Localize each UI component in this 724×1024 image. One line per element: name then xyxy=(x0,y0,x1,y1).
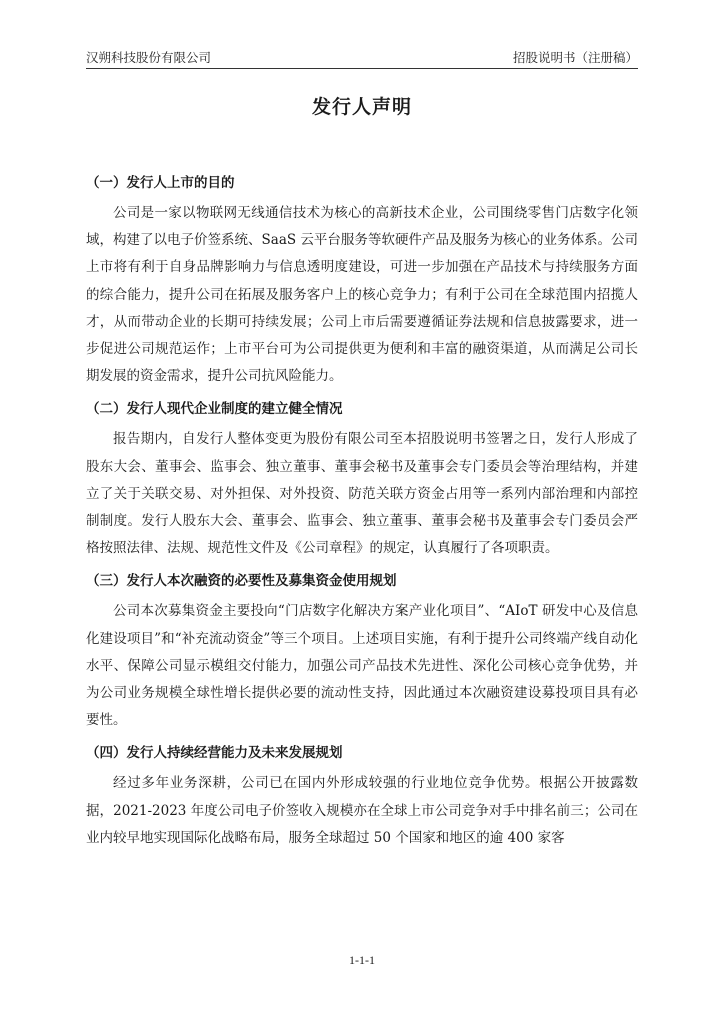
section-paragraph: 经过多年业务深耕，公司已在国内外形成较强的行业地位竞争优势。根据公开披露数据，2021-2023 年度公司电子价签收入规模亦在全球上市公司竞争对手中排名前三；公司在业内较早地实现国际化战略布局，服务全球超过 50 个国家和地区的逾 400 家客 xyxy=(86,775,638,846)
page-title: 发行人声明 xyxy=(311,96,412,118)
header-divider xyxy=(86,68,638,69)
section-heading: （二）发行人现代企业制度的建立健全情况 xyxy=(86,401,343,418)
section-financing-necessity xyxy=(86,568,638,734)
section-corporate-governance xyxy=(86,396,638,562)
section-paragraph: 公司本次募集资金主要投向“门店数字化解决方案产业化项目”、“AIoT 研发中心及信息化建设项目”和“补充流动资金”等三个项目。上述项目实施，有利于提升公司终端产线自动化水平、保障公司显示模组交付能力，加强公司产品技术先进性、深化公司核心竞争优势，并为公司业务规模全球性增长提供必要的流动性支持，因此通过本次融资建设募投项目具有必要性。 xyxy=(86,603,638,729)
document-body xyxy=(86,170,638,858)
section-paragraph: 报告期内，自发行人整体变更为股份有限公司至本招股说明书签署之日，发行人形成了股东大会、董事会、监事会、独立董事、董事会秘书及董事会专门委员会等治理结构，并建立了关于关联交易、对外担保、对外投资、防范关联方资金占用等一系列内部治理和内部控制制度。发行人股东大会、董事会、监事会、独立董事、董事会秘书及董事会专门委员会严格按照法律、法规、规范性文件及《公司章程》的规定，认真履行了各项职责。 xyxy=(86,431,638,557)
section-going-concern xyxy=(86,740,638,852)
section-heading: （三）发行人本次融资的必要性及募集资金使用规划 xyxy=(86,573,397,590)
section-heading: （四）发行人持续经营能力及未来发展规划 xyxy=(86,745,343,762)
company-name: 汉朔科技股份有限公司 xyxy=(86,50,212,65)
page-number: 1-1-1 xyxy=(349,953,375,967)
page-header xyxy=(86,50,638,66)
section-paragraph: 公司是一家以物联网无线通信技术为核心的高新技术企业，公司围绕零售门店数字化领域，构建了以电子价签系统、SaaS 云平台服务等软硬件产品及服务为核心的业务体系。公司上市将有利于自身品牌影响力与信息透明度建设，可进一步加强在产品技术与持续服务方面的综合能力，提升公司在拓展及服务客户上的核心竞争力；有利于公司在全球范围内招揽人才，从而带动企业的长期可持续发展；公司上市后需要遵循证券法规和信息披露要求，进一步促进公司规范运作；上市平台可为公司提供更为便利和丰富的融资渠道，从而满足公司长期发展的资金需求，提升公司抗风险能力。 xyxy=(86,205,638,385)
section-listing-purpose xyxy=(86,170,638,390)
document-type: 招股说明书（注册稿） xyxy=(512,50,638,65)
section-heading: （一）发行人上市的目的 xyxy=(86,175,235,191)
